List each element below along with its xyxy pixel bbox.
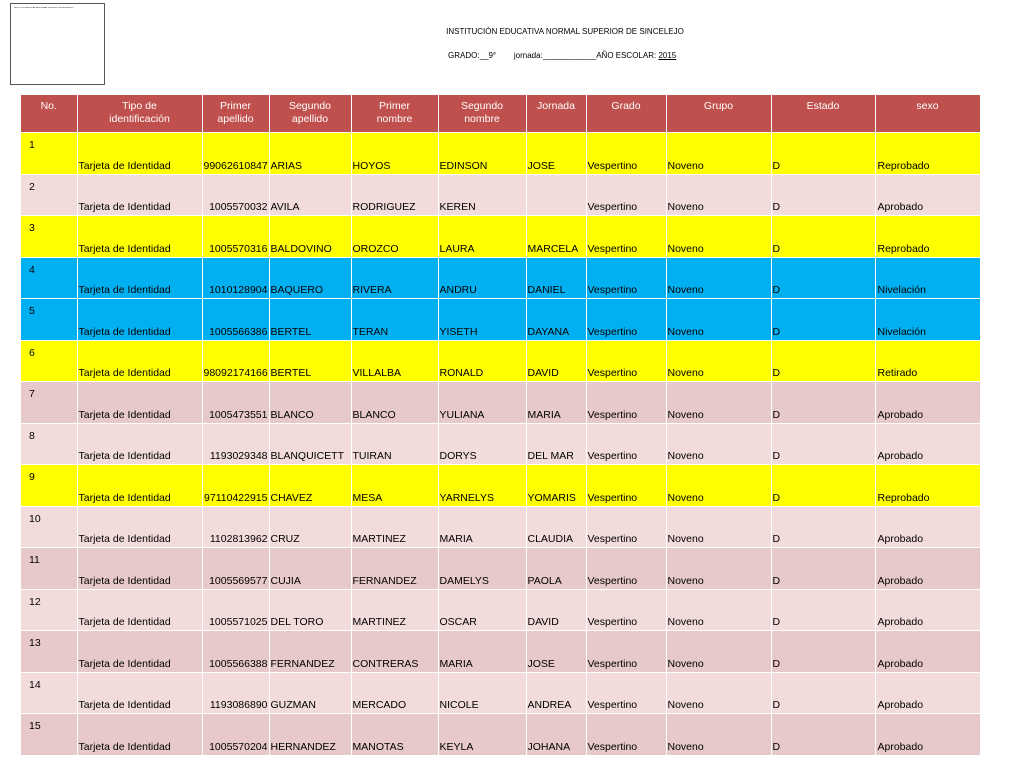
cell-grado: Noveno [666, 257, 771, 299]
cell-estado: Aprobado [875, 548, 980, 590]
cell-grado: Noveno [666, 506, 771, 548]
grado-value: __9° [479, 51, 497, 60]
table-row [21, 340, 980, 382]
grade-line [448, 51, 676, 60]
cell-jornada: Vespertino [586, 133, 666, 175]
cell-segundo-nombre: MARCELA [526, 216, 586, 258]
cell-segundo-apellido: MANOTAS [351, 714, 438, 756]
cell-primer-nombre: YARNELYS [438, 465, 526, 507]
row-number: 3 [21, 216, 77, 258]
cell-id-number: 98092174166 [202, 340, 269, 382]
cell-id-number: 1193086890 [202, 672, 269, 714]
cell-primer-apellido: GUZMAN [269, 672, 351, 714]
cell-primer-nombre: DAMELYS [438, 548, 526, 590]
cell-tipo-identificacion: Tarjeta de Identidad [77, 465, 202, 507]
cell-jornada: Vespertino [586, 465, 666, 507]
table-row [21, 216, 980, 258]
cell-id-number: 1005571025 [202, 589, 269, 631]
cell-segundo-apellido: MERCADO [351, 672, 438, 714]
cell-jornada: Vespertino [586, 382, 666, 424]
cell-grupo: D [771, 299, 875, 341]
logo-caption: INSTITUCIÓN EDUCATIVA NORMAL SUPERIOR DE SINCELEJO [14, 7, 74, 9]
cell-tipo-identificacion: Tarjeta de Identidad [77, 506, 202, 548]
column-header-primer-apellido: Primer apellido [202, 95, 269, 133]
cell-primer-nombre: YULIANA [438, 382, 526, 424]
cell-jornada: Vespertino [586, 257, 666, 299]
cell-primer-apellido: CUJIA [269, 548, 351, 590]
cell-estado: Aprobado [875, 506, 980, 548]
row-number: 5 [21, 299, 77, 341]
cell-segundo-apellido: VILLALBA [351, 340, 438, 382]
cell-primer-nombre: MARIA [438, 631, 526, 673]
row-number: 8 [21, 423, 77, 465]
row-number: 7 [21, 382, 77, 424]
table-row [21, 672, 980, 714]
cell-grupo: D [771, 133, 875, 175]
cell-estado: Aprobado [875, 174, 980, 216]
row-number: 13 [21, 631, 77, 673]
column-header-grupo: Grupo [666, 95, 771, 133]
table-row [21, 548, 980, 590]
cell-jornada: Vespertino [586, 174, 666, 216]
cell-grupo: D [771, 548, 875, 590]
cell-segundo-nombre: ANDREA [526, 672, 586, 714]
row-number: 10 [21, 506, 77, 548]
column-header-primer-nombre: Primer nombre [351, 95, 438, 133]
jornada-label: jornada: [513, 51, 543, 60]
cell-grupo: D [771, 631, 875, 673]
cell-segundo-apellido: BLANCO [351, 382, 438, 424]
column-header-grado: Grado [586, 95, 666, 133]
cell-tipo-identificacion: Tarjeta de Identidad [77, 133, 202, 175]
cell-estado: Reprobado [875, 133, 980, 175]
cell-primer-nombre: KEYLA [438, 714, 526, 756]
cell-id-number: 1005570032 [202, 174, 269, 216]
column-header-no: No. [21, 95, 77, 133]
cell-primer-nombre: MARIA [438, 506, 526, 548]
cell-tipo-identificacion: Tarjeta de Identidad [77, 216, 202, 258]
column-header-sexo: sexo [875, 95, 980, 133]
row-number: 6 [21, 340, 77, 382]
cell-jornada: Vespertino [586, 672, 666, 714]
cell-primer-apellido: BLANCO [269, 382, 351, 424]
cell-tipo-identificacion: Tarjeta de Identidad [77, 672, 202, 714]
cell-estado: Reprobado [875, 465, 980, 507]
cell-segundo-apellido: MARTINEZ [351, 506, 438, 548]
cell-primer-nombre: NICOLE [438, 672, 526, 714]
cell-id-number: 1010128904 [202, 257, 269, 299]
cell-segundo-apellido: FERNANDEZ [351, 548, 438, 590]
grado-label: GRADO: [448, 51, 480, 60]
cell-grupo: D [771, 382, 875, 424]
cell-grupo: D [771, 340, 875, 382]
cell-id-number: 1102813962 [202, 506, 269, 548]
cell-primer-nombre: OSCAR [438, 589, 526, 631]
table-row [21, 133, 980, 175]
cell-segundo-nombre: JOHANA [526, 714, 586, 756]
cell-primer-nombre: EDINSON [438, 133, 526, 175]
cell-estado: Nivelación [875, 257, 980, 299]
cell-grupo: D [771, 216, 875, 258]
cell-grupo: D [771, 174, 875, 216]
table-row [21, 506, 980, 548]
cell-grado: Noveno [666, 216, 771, 258]
table-row [21, 257, 980, 299]
roster-body [21, 133, 980, 756]
cell-grado: Noveno [666, 714, 771, 756]
header-row [21, 95, 980, 133]
cell-primer-nombre: DORYS [438, 423, 526, 465]
student-roster-table [21, 94, 981, 755]
cell-jornada: Vespertino [586, 506, 666, 548]
cell-primer-apellido: CHAVEZ [269, 465, 351, 507]
cell-estado: Aprobado [875, 714, 980, 756]
row-number: 2 [21, 174, 77, 216]
cell-segundo-nombre: JOSE [526, 133, 586, 175]
cell-jornada: Vespertino [586, 631, 666, 673]
row-number: 9 [21, 465, 77, 507]
cell-estado: Aprobado [875, 672, 980, 714]
cell-tipo-identificacion: Tarjeta de Identidad [77, 382, 202, 424]
cell-estado: Nivelación [875, 299, 980, 341]
cell-id-number: 1005566388 [202, 631, 269, 673]
cell-primer-apellido: CRUZ [269, 506, 351, 548]
cell-grado: Noveno [666, 465, 771, 507]
cell-segundo-nombre: YOMARIS [526, 465, 586, 507]
cell-segundo-nombre: DAVID [526, 589, 586, 631]
cell-primer-apellido: BALDOVINO [269, 216, 351, 258]
cell-primer-apellido: AVILA [269, 174, 351, 216]
cell-primer-nombre: LAURA [438, 216, 526, 258]
cell-segundo-nombre: DEL MAR [526, 423, 586, 465]
row-number: 11 [21, 548, 77, 590]
table-row [21, 714, 980, 756]
cell-primer-apellido: ARIAS [269, 133, 351, 175]
cell-segundo-apellido: OROZCO [351, 216, 438, 258]
cell-grado: Noveno [666, 631, 771, 673]
cell-tipo-identificacion: Tarjeta de Identidad [77, 257, 202, 299]
cell-estado: Retirado [875, 340, 980, 382]
row-number: 12 [21, 589, 77, 631]
cell-jornada: Vespertino [586, 216, 666, 258]
cell-id-number: 1005566386 [202, 299, 269, 341]
cell-segundo-nombre: MARIA [526, 382, 586, 424]
cell-grupo: D [771, 589, 875, 631]
row-number: 15 [21, 714, 77, 756]
cell-grupo: D [771, 672, 875, 714]
cell-grado: Noveno [666, 589, 771, 631]
cell-tipo-identificacion: Tarjeta de Identidad [77, 631, 202, 673]
table-row [21, 382, 980, 424]
cell-segundo-apellido: MESA [351, 465, 438, 507]
cell-estado: Aprobado [875, 589, 980, 631]
cell-jornada: Vespertino [586, 340, 666, 382]
cell-grupo: D [771, 423, 875, 465]
cell-id-number: 99062610847 [202, 133, 269, 175]
cell-tipo-identificacion: Tarjeta de Identidad [77, 299, 202, 341]
cell-grado: Noveno [666, 672, 771, 714]
anio-label: AÑO ESCOLAR: [596, 51, 659, 60]
table-row [21, 465, 980, 507]
table-row [21, 589, 980, 631]
cell-grupo: D [771, 257, 875, 299]
cell-grado: Noveno [666, 174, 771, 216]
cell-grupo: D [771, 506, 875, 548]
row-number: 4 [21, 257, 77, 299]
cell-id-number: 1005569577 [202, 548, 269, 590]
logo-placeholder [10, 3, 105, 85]
cell-primer-nombre: ANDRU [438, 257, 526, 299]
cell-jornada: Vespertino [586, 714, 666, 756]
page-title: INSTITUCIÓN EDUCATIVA NORMAL SUPERIOR DE SINCELEJO [446, 27, 684, 36]
cell-tipo-identificacion: Tarjeta de Identidad [77, 714, 202, 756]
cell-estado: Reprobado [875, 216, 980, 258]
cell-jornada: Vespertino [586, 299, 666, 341]
cell-primer-nombre: RONALD [438, 340, 526, 382]
cell-tipo-identificacion: Tarjeta de Identidad [77, 589, 202, 631]
anio-value: 2015 [658, 51, 677, 60]
cell-primer-apellido: FERNANDEZ [269, 631, 351, 673]
cell-primer-apellido: BERTEL [269, 340, 351, 382]
cell-estado: Aprobado [875, 631, 980, 673]
column-header-estado: Estado [771, 95, 875, 133]
cell-primer-apellido: BAQUERO [269, 257, 351, 299]
cell-primer-nombre: YISETH [438, 299, 526, 341]
column-header-segundo-nombre: Segundo nombre [438, 95, 526, 133]
table-row [21, 174, 980, 216]
cell-tipo-identificacion: Tarjeta de Identidad [77, 174, 202, 216]
cell-grado: Noveno [666, 340, 771, 382]
cell-estado: Aprobado [875, 382, 980, 424]
cell-segundo-apellido: RODRIGUEZ [351, 174, 438, 216]
cell-jornada: Vespertino [586, 589, 666, 631]
cell-estado: Aprobado [875, 423, 980, 465]
cell-jornada: Vespertino [586, 548, 666, 590]
cell-segundo-nombre: CLAUDIA [526, 506, 586, 548]
cell-tipo-identificacion: Tarjeta de Identidad [77, 423, 202, 465]
cell-primer-apellido: BLANQUICETT [269, 423, 351, 465]
cell-primer-apellido: BERTEL [269, 299, 351, 341]
row-number: 14 [21, 672, 77, 714]
cell-id-number: 1005570316 [202, 216, 269, 258]
cell-primer-apellido: DEL TORO [269, 589, 351, 631]
cell-segundo-nombre [526, 174, 586, 216]
table-row [21, 423, 980, 465]
jornada-blank: ____________ [542, 51, 597, 60]
cell-tipo-identificacion: Tarjeta de Identidad [77, 548, 202, 590]
cell-id-number: 1005473551 [202, 382, 269, 424]
table-row [21, 631, 980, 673]
cell-grado: Noveno [666, 133, 771, 175]
cell-segundo-apellido: RIVERA [351, 257, 438, 299]
cell-segundo-apellido: CONTRERAS [351, 631, 438, 673]
cell-segundo-apellido: TERAN [351, 299, 438, 341]
column-header-tipo: Tipo de identificación [77, 95, 202, 133]
cell-segundo-nombre: DAYANA [526, 299, 586, 341]
cell-segundo-apellido: TUIRAN [351, 423, 438, 465]
cell-jornada: Vespertino [586, 423, 666, 465]
cell-segundo-nombre: DANIEL [526, 257, 586, 299]
cell-id-number: 1005570204 [202, 714, 269, 756]
cell-grado: Noveno [666, 299, 771, 341]
column-header-jornada: Jornada [526, 95, 586, 133]
column-header-segundo-apellido: Segundo apellido [269, 95, 351, 133]
cell-segundo-apellido: MARTINEZ [351, 589, 438, 631]
cell-grupo: D [771, 714, 875, 756]
cell-primer-apellido: HERNANDEZ [269, 714, 351, 756]
cell-grupo: D [771, 465, 875, 507]
table-row [21, 299, 980, 341]
cell-segundo-nombre: DAVID [526, 340, 586, 382]
cell-id-number: 97110422915 [202, 465, 269, 507]
cell-segundo-nombre: JOSE [526, 631, 586, 673]
cell-id-number: 1193029348 [202, 423, 269, 465]
cell-primer-nombre: KEREN [438, 174, 526, 216]
cell-segundo-nombre: PAOLA [526, 548, 586, 590]
row-number: 1 [21, 133, 77, 175]
cell-grado: Noveno [666, 548, 771, 590]
cell-tipo-identificacion: Tarjeta de Identidad [77, 340, 202, 382]
cell-grado: Noveno [666, 423, 771, 465]
cell-grado: Noveno [666, 382, 771, 424]
cell-segundo-apellido: HOYOS [351, 133, 438, 175]
